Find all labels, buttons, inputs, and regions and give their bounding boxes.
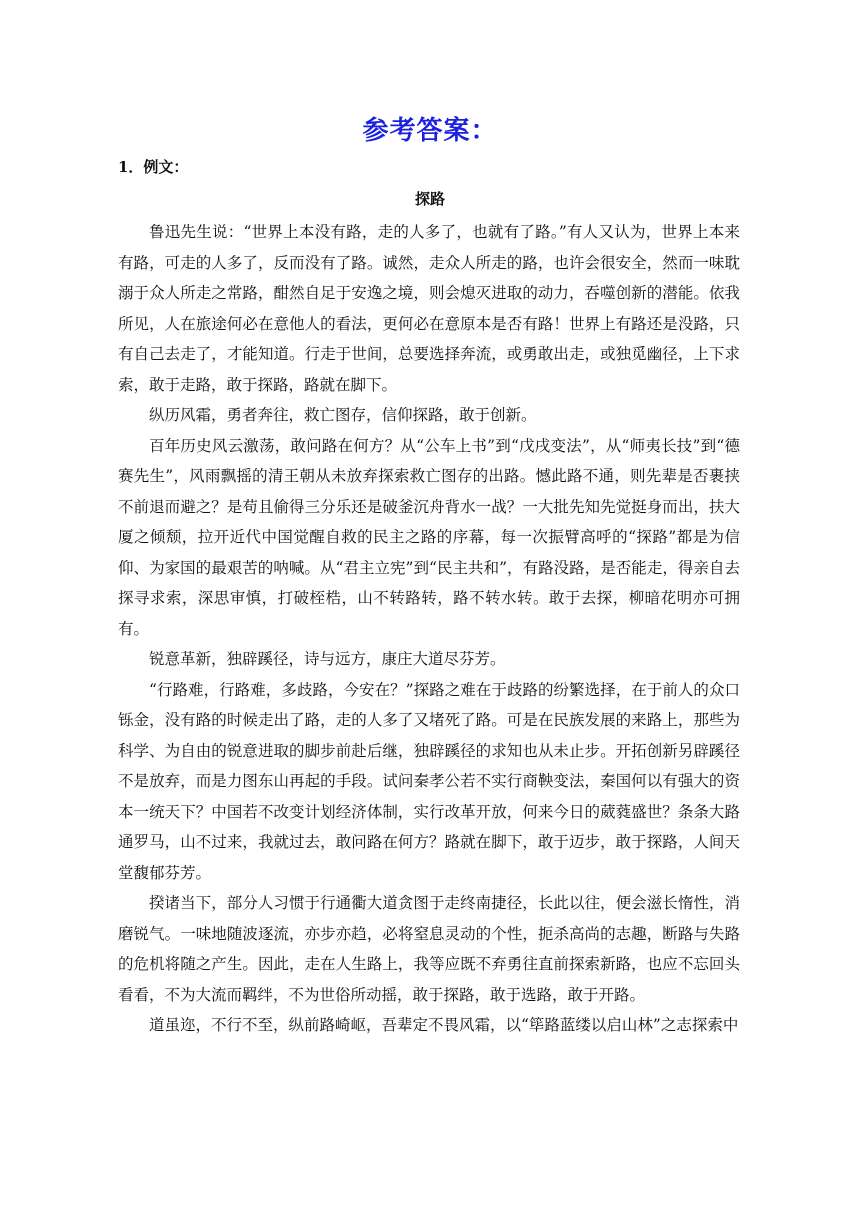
paragraph: “行路难，行路难，多歧路，今安在？”探路之难在于歧路的纷繁选择，在于前人的众口铄金，没有路的时候走出了路，走的人多了又堵死了路。可是在民族发展的来路上，那些为科学、为自由的锐意进取的脚步前赴后继，独辟蹊径的求知也从未止步。开拓创新另辟蹊径不是放弃，而是力图东山再起的手段。试问秦孝公若不实行商鞅变法，秦国何以有强大的资本一统天下？中国若不改变计划经济体制，实行改革开放，何来今日的葳蕤盛世？条条大路通罗马，山不过来，我就过去，敢问路在何方？路就在脚下，敢于迈步，敢于探路，人间天堂馥郁芬芳。 (118, 680, 740, 882)
essay-body (118, 217, 740, 1041)
paragraph: 百年历史风云激荡，敢问路在何方？从“公车上书”到“戊戌变法”，从“师夷长技”到“德赛先生”，风雨飘摇的清王朝从未放弃探索救亡图存的出路。憾此路不通，则先辈是否裹挟不前退而避之？是苟且偷得三分乐还是破釜沉舟背水一战？一大批先知先觉挺身而出，扶大厦之倾颓，拉开近代中国觉醒自救的民主之路的序幕，每一次振臂高呼的“探路”都是为信仰、为家国的最艰苦的呐喊。从“君主立宪”到“民主共和”，有路没路，是否能走，得亲自去探寻求索，深思审慎，打破桎梏，山不转路转，路不转水转。敢于去探，柳暗花明亦可拥有。 (118, 436, 740, 638)
paragraph: 揆诸当下，部分人习惯于行通衢大道贪图于走终南捷径，长此以往，便会滋长惰性，消磨锐气。一味地随波逐流，亦步亦趋，必将窒息灵动的个性，扼杀高尚的志趣，断路与失路的危机将随之产生。因此，走在人生路上，我等应既不弃勇往直前探索新路，也应不忘回头看看，不为大流而羁绊，不为世俗所动摇，敢于探路，敢于选路，敢于开路。 (118, 894, 740, 1004)
paragraph: 锐意革新，独辟蹊径，诗与远方，康庄大道尽芬芳。 (149, 650, 506, 668)
paragraph: 道虽迩，不行不至，纵前路崎岖，吾辈定不畏风霜，以“筚路蓝缕以启山林”之志探索中 (149, 1016, 739, 1034)
paragraph: 纵历风霜，勇者奔往，救亡图存，信仰探路，敢于创新。 (149, 406, 537, 424)
paragraph: 鲁迅先生说：“世界上本没有路，走的人多了，也就有了路。”有人又认为，世界上本来有路，可走的人多了，反而没有了路。诚然，走众人所走的路，也许会很安全，然而一味耽溺于众人所走之常路，酣然自足于安逸之境，则会熄灭进取的动力，吞噬创新的潜能。依我所见，人在旅途何必在意他人的看法，更何必在意原本是否有路！世界上有路还是没路，只有自己去走了，才能知道。行走于世间，总要选择奔流，或勇敢出走，或独觅幽径，上下求索，敢于走路，敢于探路，路就在脚下。 (118, 223, 740, 394)
answer-heading: 参考答案： (362, 116, 498, 146)
essay-title: 探路 (414, 190, 445, 208)
question-label: 1．例文： (118, 158, 189, 176)
